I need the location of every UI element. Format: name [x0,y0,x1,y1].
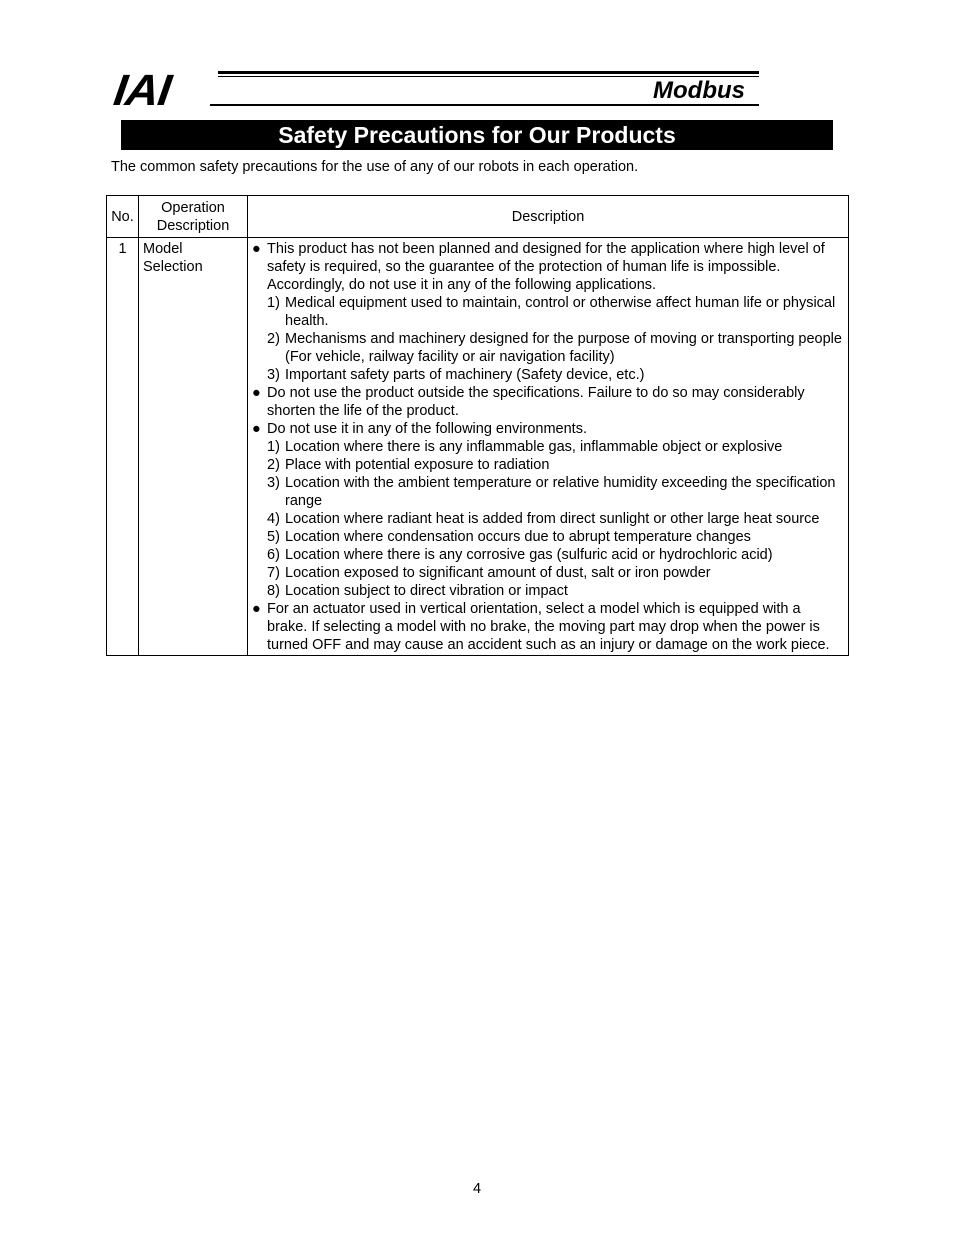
bullet-body [267,240,844,384]
item-text: Location exposed to significant amount of dust, salt or iron powder [285,565,711,581]
item-text: Location where there is any corrosive gas (sulfuric acid or hydrochloric acid) [285,547,773,563]
row-description [248,238,849,656]
item-text: Location where there is any inflammable gas, inflammable object or explosive [285,439,783,455]
item-text: Place with potential exposure to radiation [285,457,550,473]
bullet-item [252,384,844,420]
numbered-item [267,474,844,510]
item-number: 3) [267,475,280,491]
item-number: 2) [267,331,280,347]
bullet-text: This product has not been planned and designed for the application where high level of safety is required, so the guarantee of the protection of human life is impossible. Accordingly, do not use it in any of the following applications. [267,241,825,293]
page-title: Safety Precautions for Our Products [121,120,833,150]
item-text: Important safety parts of machinery (Safety device, etc.) [285,367,645,383]
item-number: 7) [267,565,280,581]
bullet-text: Do not use the product outside the specifications. Failure to do so may considerably shorten the life of the product. [267,385,805,419]
item-number: 2) [267,457,280,473]
item-text: Location subject to direct vibration or impact [285,583,568,599]
item-number: 1) [267,439,280,455]
numbered-item [267,510,844,528]
numbered-item [267,366,844,384]
bullet-item [252,600,844,654]
header-no: No. [107,196,139,238]
numbered-item [267,294,844,330]
item-number: 1) [267,295,280,311]
header-rule-top [218,71,759,74]
bullet-dot-icon: ● [252,241,261,257]
intro-text: The common safety precautions for the use of any of our robots in each operation. [111,159,639,175]
row-number: 1 [107,238,139,656]
bullet-item [252,240,844,384]
row-operation-operation-line1: Model [143,241,183,257]
item-number: 3) [267,367,280,383]
row-operation-operation-line2: Selection [143,259,203,275]
header-operation [139,196,248,238]
bullet-text: For an actuator used in vertical orientation, select a model which is equipped with a brake. If selecting a model with no brake, the moving part may drop when the power is turned OFF and may cause an accident such as an injury or damage on the work piece. [267,601,830,653]
header-rule-bottom [210,104,759,106]
item-text: Location where condensation occurs due to abrupt temperature changes [285,529,751,545]
item-text: Location with the ambient temperature or relative humidity exceeding the specification range [285,475,836,509]
header-description: Description [248,196,849,238]
item-number: 4) [267,511,280,527]
item-number: 6) [267,547,280,563]
bullet-dot-icon: ● [252,601,261,617]
bullet-text: Do not use it in any of the following environments. [267,421,587,437]
numbered-item [267,456,844,474]
product-name: Modbus [653,77,745,104]
item-text: Mechanisms and machinery designed for the purpose of moving or transporting people (For vehicle, railway facility or air navigation facility) [285,331,842,365]
bullet-dot-icon: ● [252,421,261,437]
bullet-body [267,600,844,654]
item-text: Medical equipment used to maintain, control or otherwise affect human life or physical health. [285,295,836,329]
header-operation-line2: Description [156,217,230,234]
table-header-row [107,196,849,238]
bullet-body [267,420,844,600]
numbered-item [267,582,844,600]
bullet-body [267,384,844,420]
numbered-item [267,528,844,546]
row-operation [139,238,248,656]
numbered-item [267,438,844,456]
bullet-item [252,420,844,600]
table-row [107,238,849,656]
numbered-item [267,564,844,582]
numbered-item [267,546,844,564]
item-text: Location where radiant heat is added from direct sunlight or other large heat source [285,511,820,527]
iai-logo: IAI [110,65,174,115]
page-number: 4 [472,1181,482,1197]
bullet-dot-icon: ● [252,385,261,401]
header-operation-line1: Operation [161,199,225,216]
numbered-item [267,330,844,366]
safety-table [106,195,849,656]
item-number: 5) [267,529,280,545]
item-number: 8) [267,583,280,599]
